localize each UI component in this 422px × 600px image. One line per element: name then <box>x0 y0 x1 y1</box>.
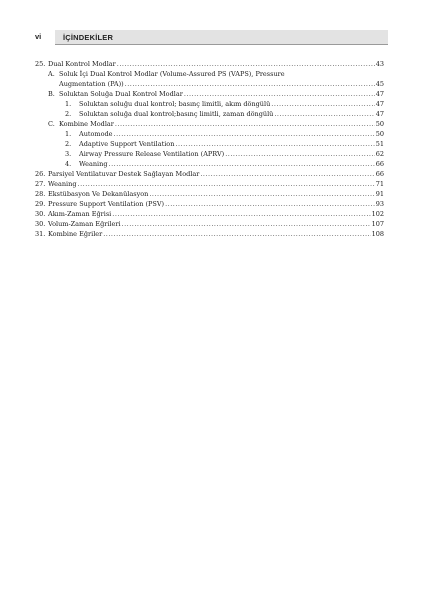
toc-number: 1. <box>65 100 72 108</box>
toc-number: A. <box>48 70 55 78</box>
header-band <box>55 30 388 44</box>
toc-page: 107 <box>371 220 384 228</box>
toc-page: 71 <box>375 180 384 188</box>
toc-title: Soluktan soluğa dual kontrol;basınç limitli, zaman döngülü <box>79 110 274 118</box>
toc-entry[interactable] <box>35 139 384 149</box>
toc-title: Weaning <box>48 180 77 188</box>
table-of-contents <box>35 59 384 239</box>
dot-leader <box>175 139 374 149</box>
toc-title: Volum-Zaman Eğrileri <box>48 220 121 228</box>
toc-page: 47 <box>375 100 384 108</box>
toc-entry[interactable] <box>35 149 384 159</box>
toc-title: Pressure Support Ventilation (PSV) <box>48 200 165 208</box>
toc-page: 93 <box>375 200 384 208</box>
toc-entry[interactable] <box>35 209 384 219</box>
dot-leader <box>149 189 374 199</box>
toc-entry-line2[interactable] <box>35 79 384 89</box>
toc-title: Airway Pressure Release Ventilation (APRV) <box>79 150 225 158</box>
toc-entry[interactable] <box>35 69 384 79</box>
toc-entry[interactable] <box>35 59 384 69</box>
toc-title: Soluktan Soluğa Dual Kontrol Modlar <box>59 90 183 98</box>
toc-page: 45 <box>375 80 384 88</box>
toc-title: Augmentation (PA)) <box>59 80 124 88</box>
dot-leader <box>103 229 370 239</box>
dot-leader <box>184 89 375 99</box>
toc-page: 47 <box>375 110 384 118</box>
toc-number: 26. <box>35 170 46 178</box>
toc-number: 4. <box>65 160 72 168</box>
toc-entry[interactable] <box>35 219 384 229</box>
page-number: vi <box>35 32 42 41</box>
toc-entry[interactable] <box>35 229 384 239</box>
header-rule <box>55 44 388 45</box>
toc-number: 25. <box>35 60 46 68</box>
toc-page: 50 <box>375 130 384 138</box>
toc-number: 2. <box>65 110 72 118</box>
toc-entry[interactable] <box>35 159 384 169</box>
toc-page: 91 <box>375 190 384 198</box>
toc-entry[interactable] <box>35 99 384 109</box>
toc-title: Akım-Zaman Eğrisi <box>48 210 112 218</box>
page-header <box>35 30 388 44</box>
toc-entry[interactable] <box>35 109 384 119</box>
toc-page: 47 <box>375 90 384 98</box>
toc-entry[interactable] <box>35 119 384 129</box>
toc-page: 66 <box>375 170 384 178</box>
toc-page: 43 <box>375 60 384 68</box>
toc-number: 30. <box>35 210 46 218</box>
dot-leader <box>165 199 375 209</box>
toc-title-line1: Soluk İçi Dual Kontrol Modlar (Volume-Assured PS (VAPS), Pressure <box>59 70 285 78</box>
toc-page: 66 <box>375 160 384 168</box>
dot-leader <box>125 79 375 89</box>
toc-number: 29. <box>35 200 46 208</box>
toc-number: 1. <box>65 130 72 138</box>
toc-number: 3. <box>65 150 72 158</box>
toc-title: Adaptive Support Ventilation <box>79 140 175 148</box>
dot-leader <box>114 129 375 139</box>
dot-leader <box>274 109 374 119</box>
toc-page: 108 <box>371 230 384 238</box>
toc-page: 51 <box>375 140 384 148</box>
toc-number: B. <box>48 90 55 98</box>
section-title: İÇİNDEKİLER <box>63 33 114 42</box>
toc-number: C. <box>48 120 55 128</box>
toc-title: Kombine Eğriler <box>48 230 103 238</box>
dot-leader <box>115 119 375 129</box>
dot-leader <box>271 99 374 109</box>
dot-leader <box>225 149 375 159</box>
toc-entry[interactable] <box>35 179 384 189</box>
toc-number: 28. <box>35 190 46 198</box>
toc-title: Ekstübasyon Ve Dekanülasyon <box>48 190 149 198</box>
toc-page: 62 <box>375 150 384 158</box>
toc-entry[interactable] <box>35 89 384 99</box>
dot-leader <box>112 209 370 219</box>
toc-title: Dual Kontrol Modlar <box>48 60 116 68</box>
toc-title: Automode <box>79 130 113 138</box>
toc-number: 31. <box>35 230 46 238</box>
toc-title: Weaning <box>79 160 108 168</box>
dot-leader <box>122 219 371 229</box>
toc-number: 27. <box>35 180 46 188</box>
toc-entry[interactable] <box>35 189 384 199</box>
toc-page: 50 <box>375 120 384 128</box>
dot-leader <box>200 169 374 179</box>
toc-entry[interactable] <box>35 129 384 139</box>
toc-number: 30. <box>35 220 46 228</box>
toc-title: Parsiyel Ventilatuvar Destek Sağlayan Modlar <box>48 170 200 178</box>
dot-leader <box>109 159 375 169</box>
toc-entry[interactable] <box>35 169 384 179</box>
toc-page: 102 <box>371 210 384 218</box>
dot-leader <box>78 179 375 189</box>
toc-title: Kombine Modlar <box>59 120 114 128</box>
toc-entry[interactable] <box>35 199 384 209</box>
toc-number: 2. <box>65 140 72 148</box>
toc-title: Soluktan soluğu dual kontrol; basınç limitli, akım döngülü <box>79 100 271 108</box>
dot-leader <box>117 59 375 69</box>
